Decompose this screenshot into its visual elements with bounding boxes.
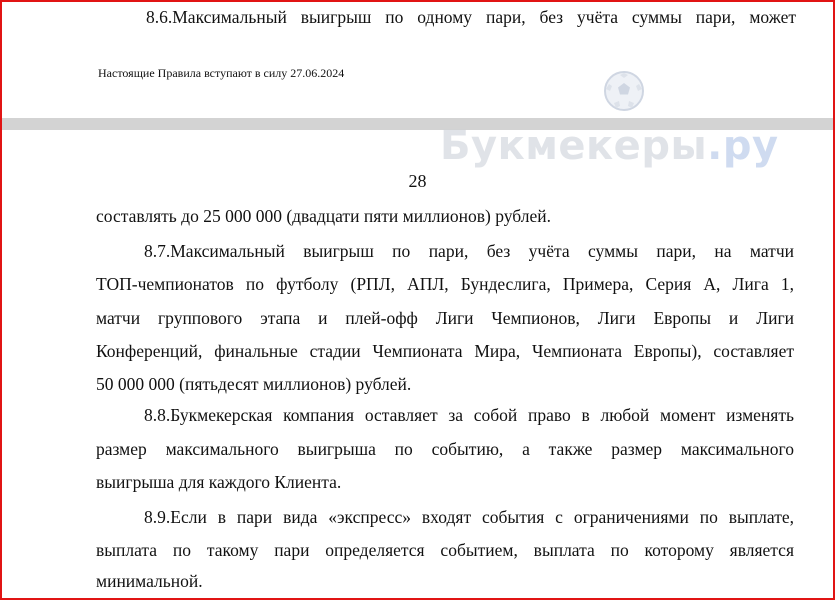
watermark-name: Букмекеры bbox=[440, 123, 708, 169]
page-number: 28 bbox=[408, 171, 427, 191]
paragraph-8-6-continuation: составлять до 25 000 000 (двадцати пяти миллионов) рублей. bbox=[96, 206, 551, 226]
paragraph-8-7-line-1: 8.7.Максимальный выигрыш по пари, без учёта суммы пари, на матчи bbox=[144, 241, 794, 261]
soccer-ball-icon bbox=[603, 70, 645, 112]
paragraph-8-7-line-3: матчи группового этапа и плей-офф Лиги Чемпионов, Лиги Европы и Лиги bbox=[96, 308, 794, 328]
document-page-bottom bbox=[2, 132, 833, 598]
paragraph-8-9-line-3: минимальной. bbox=[96, 571, 203, 591]
bukmekery-watermark bbox=[440, 118, 779, 174]
paragraph-8-8-line-3: выигрыша для каждого Клиента. bbox=[96, 472, 342, 492]
effective-date-note: Настоящие Правила вступают в силу 27.06.2024 bbox=[98, 66, 345, 80]
paragraph-8-7-line-2: ТОП-чемпионатов по футболу (РПЛ, АПЛ, Бундеслига, Примера, Серия А, Лига 1, bbox=[96, 274, 794, 294]
paragraph-8-9-line-1: 8.9.Если в пари вида «экспресс» входят события с ограничениями по выплате, bbox=[144, 507, 794, 527]
paragraph-8-7-line-5: 50 000 000 (пятьдесят миллионов) рублей. bbox=[96, 374, 412, 394]
paragraph-8-8-line-2: размер максимального выигрыша по событию, а также размер максимального bbox=[96, 439, 794, 459]
document-page-top bbox=[2, 0, 833, 116]
paragraph-8-7-line-4: Конференций, финальные стадии Чемпионата Мира, Чемпионата Европы), составляет bbox=[96, 341, 794, 361]
paragraph-8-9-line-2: выплата по такому пари определяется событием, выплата по которому является bbox=[96, 540, 794, 560]
paragraph-8-6-start: 8.6.Максимальный выигрыш по одному пари, без учёта суммы пари, может bbox=[146, 7, 796, 27]
watermark-tld: .ру bbox=[707, 123, 779, 169]
paragraph-8-8-line-1: 8.8.Букмекерская компания оставляет за собой право в любой момент изменять bbox=[144, 405, 794, 425]
